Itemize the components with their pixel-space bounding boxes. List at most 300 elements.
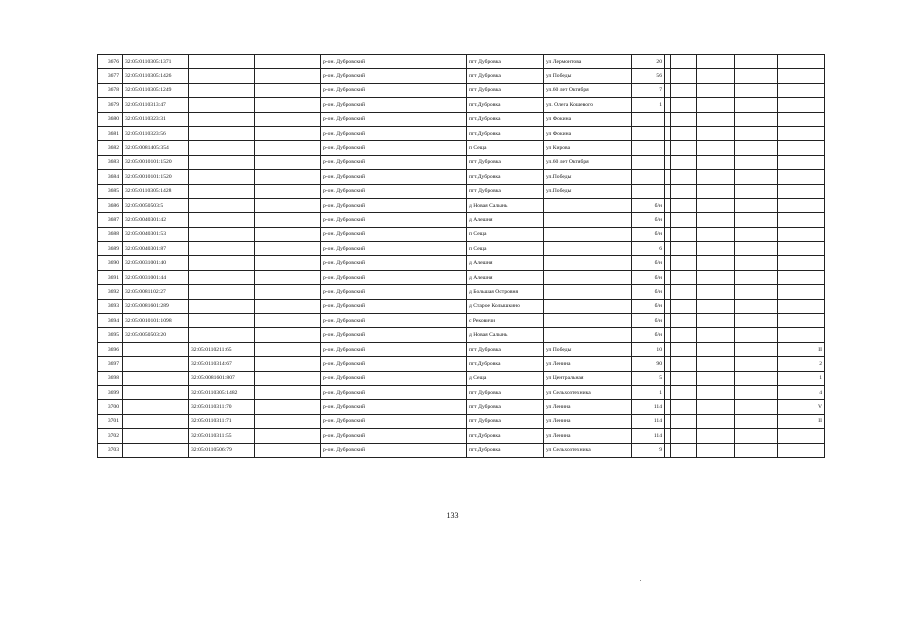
- empty-cell: [671, 371, 697, 385]
- empty-cell: [697, 227, 735, 241]
- empty-cell: [697, 98, 735, 112]
- street-cell: [544, 227, 632, 241]
- district-cell: р-он. Дубровский: [321, 342, 467, 356]
- cadastral-number-cell: [123, 385, 189, 399]
- street-cell: [544, 285, 632, 299]
- settlement-cell: п Сеща: [467, 141, 544, 155]
- empty-cell: [671, 242, 697, 256]
- cadastral-number-cell: 32:05:0040301:87: [123, 242, 189, 256]
- empty-cell: [735, 400, 778, 414]
- empty-cell: [697, 342, 735, 356]
- table-row: [98, 184, 825, 198]
- cadastral-number-cell: 32:05:0081405:354: [123, 141, 189, 155]
- empty-cell: [255, 242, 321, 256]
- house-cell: б/н: [632, 299, 665, 313]
- empty-cell: [255, 299, 321, 313]
- cadastral-number-cell: 32:05:0110305:1426: [123, 69, 189, 83]
- last-column-cell: 1: [778, 371, 825, 385]
- cadastral-number-alt-cell: [189, 184, 255, 198]
- empty-cell: [697, 314, 735, 328]
- cadastral-number-cell: [123, 371, 189, 385]
- last-column-cell: [778, 242, 825, 256]
- district-cell: р-он. Дубровский: [321, 385, 467, 399]
- district-cell: р-он. Дубровский: [321, 400, 467, 414]
- last-column-cell: [778, 213, 825, 227]
- table-row: [98, 285, 825, 299]
- table-row: [98, 213, 825, 227]
- empty-cell: [671, 98, 697, 112]
- cadastral-number-cell: [123, 342, 189, 356]
- empty-cell: [255, 155, 321, 169]
- cadastral-number-alt-cell: 32:05:0110314:67: [189, 357, 255, 371]
- settlement-cell: пгт Дубровка: [467, 184, 544, 198]
- cadastral-number-cell: 32:05:0081601:289: [123, 299, 189, 313]
- street-cell: ул Ленина: [544, 357, 632, 371]
- district-cell: р-он. Дубровский: [321, 227, 467, 241]
- cadastral-number-cell: 32:05:0110313:47: [123, 98, 189, 112]
- house-cell: б/н: [632, 213, 665, 227]
- row-number-cell: 3686: [98, 198, 123, 212]
- district-cell: р-он. Дубровский: [321, 414, 467, 428]
- cadastral-number-alt-cell: [189, 126, 255, 140]
- last-column-cell: V: [778, 400, 825, 414]
- empty-cell: [735, 328, 778, 342]
- table-row: [98, 371, 825, 385]
- house-cell: 114: [632, 414, 665, 428]
- empty-cell: [671, 213, 697, 227]
- settlement-cell: пгт Дубровка: [467, 342, 544, 356]
- empty-cell: [697, 69, 735, 83]
- house-cell: 56: [632, 69, 665, 83]
- empty-cell: [255, 256, 321, 270]
- empty-cell: [735, 256, 778, 270]
- settlement-cell: п Сеща: [467, 227, 544, 241]
- last-column-cell: [778, 141, 825, 155]
- settlement-cell: д Старое Колышкино: [467, 299, 544, 313]
- district-cell: р-он. Дубровский: [321, 141, 467, 155]
- cadastral-number-cell: 32:05:0050503:20: [123, 328, 189, 342]
- settlement-cell: пгт.Дубровка: [467, 112, 544, 126]
- cadastral-number-cell: [123, 414, 189, 428]
- cadastral-number-cell: 32:05:0050503:5: [123, 198, 189, 212]
- district-cell: р-он. Дубровский: [321, 170, 467, 184]
- empty-cell: [735, 227, 778, 241]
- table-row: [98, 55, 825, 69]
- empty-cell: [671, 328, 697, 342]
- street-cell: ул Фокина: [544, 112, 632, 126]
- empty-cell: [735, 270, 778, 284]
- empty-cell: [735, 170, 778, 184]
- empty-cell: [735, 299, 778, 313]
- last-column-cell: [778, 314, 825, 328]
- cadastral-number-alt-cell: [189, 242, 255, 256]
- last-column-cell: [778, 184, 825, 198]
- row-number-cell: 3699: [98, 385, 123, 399]
- empty-cell: [697, 270, 735, 284]
- house-cell: б/н: [632, 328, 665, 342]
- empty-cell: [255, 342, 321, 356]
- cadastral-number-alt-cell: [189, 170, 255, 184]
- empty-cell: [671, 198, 697, 212]
- district-cell: р-он. Дубровский: [321, 314, 467, 328]
- district-cell: р-он. Дубровский: [321, 184, 467, 198]
- street-cell: ул Лермонтова: [544, 55, 632, 69]
- row-number-cell: 3687: [98, 213, 123, 227]
- row-number-cell: 3690: [98, 256, 123, 270]
- cadastral-number-cell: 32:05:0110305:1371: [123, 55, 189, 69]
- empty-cell: [735, 285, 778, 299]
- street-cell: ул.Победы: [544, 170, 632, 184]
- settlement-cell: д Новая Салынь: [467, 198, 544, 212]
- house-cell: 10: [632, 342, 665, 356]
- row-number-cell: 3691: [98, 270, 123, 284]
- table-row: [98, 170, 825, 184]
- empty-cell: [255, 328, 321, 342]
- row-number-cell: 3693: [98, 299, 123, 313]
- cadastral-number-alt-cell: 32:05:0110305:1482: [189, 385, 255, 399]
- settlement-cell: пгт Дубровка: [467, 385, 544, 399]
- empty-cell: [671, 155, 697, 169]
- last-column-cell: [778, 270, 825, 284]
- cadastral-number-cell: [123, 400, 189, 414]
- empty-cell: [697, 256, 735, 270]
- empty-cell: [697, 357, 735, 371]
- cadastral-number-cell: 32:05:0010101:1098: [123, 314, 189, 328]
- street-cell: ул Центральная: [544, 371, 632, 385]
- settlement-cell: пгт.Дубровка: [467, 126, 544, 140]
- table-row: [98, 270, 825, 284]
- row-number-cell: 3694: [98, 314, 123, 328]
- cadastral-number-alt-cell: [189, 55, 255, 69]
- register-body: [98, 55, 825, 458]
- empty-cell: [255, 83, 321, 97]
- settlement-cell: д Сеща: [467, 371, 544, 385]
- row-number-cell: 3680: [98, 112, 123, 126]
- last-column-cell: [778, 170, 825, 184]
- cadastral-number-cell: 32:05:0110323:56: [123, 126, 189, 140]
- cadastral-number-alt-cell: [189, 155, 255, 169]
- house-cell: [632, 155, 665, 169]
- empty-cell: [697, 126, 735, 140]
- empty-cell: [697, 385, 735, 399]
- empty-cell: [671, 141, 697, 155]
- house-cell: [632, 170, 665, 184]
- district-cell: р-он. Дубровский: [321, 328, 467, 342]
- table-row: [98, 342, 825, 356]
- row-number-cell: 3677: [98, 69, 123, 83]
- house-cell: [632, 141, 665, 155]
- street-cell: ул Ленина: [544, 400, 632, 414]
- cadastral-number-alt-cell: [189, 213, 255, 227]
- settlement-cell: пгт Дубровка: [467, 83, 544, 97]
- street-cell: ул. Олега Кошевого: [544, 98, 632, 112]
- house-cell: б/н: [632, 314, 665, 328]
- street-cell: ул Сельхозтехника: [544, 443, 632, 457]
- row-number-cell: 3697: [98, 357, 123, 371]
- street-cell: [544, 256, 632, 270]
- settlement-cell: д Алешня: [467, 270, 544, 284]
- empty-cell: [697, 83, 735, 97]
- empty-cell: [735, 55, 778, 69]
- empty-cell: [735, 242, 778, 256]
- cadastral-number-alt-cell: [189, 227, 255, 241]
- last-column-cell: [778, 55, 825, 69]
- street-cell: ул Победы: [544, 69, 632, 83]
- cadastral-number-alt-cell: [189, 69, 255, 83]
- last-column-cell: [778, 69, 825, 83]
- row-number-cell: 3683: [98, 155, 123, 169]
- settlement-cell: пгт.Дубровка: [467, 443, 544, 457]
- cadastral-number-alt-cell: 32:05:0110311:71: [189, 414, 255, 428]
- table-row: [98, 443, 825, 457]
- table-row: [98, 126, 825, 140]
- row-number-cell: 3676: [98, 55, 123, 69]
- empty-cell: [255, 170, 321, 184]
- empty-cell: [255, 429, 321, 443]
- table-row: [98, 83, 825, 97]
- house-cell: б/н: [632, 256, 665, 270]
- page-number: 133: [446, 511, 459, 520]
- settlement-cell: пгт Дубровка: [467, 155, 544, 169]
- last-column-cell: [778, 126, 825, 140]
- empty-cell: [255, 213, 321, 227]
- house-cell: 5: [632, 371, 665, 385]
- empty-cell: [255, 98, 321, 112]
- settlement-cell: пгт Дубровка: [467, 414, 544, 428]
- empty-cell: [697, 141, 735, 155]
- house-cell: 6: [632, 242, 665, 256]
- cadastral-number-alt-cell: [189, 285, 255, 299]
- settlement-cell: пгт Дубровка: [467, 400, 544, 414]
- table-row: [98, 98, 825, 112]
- cadastral-number-alt-cell: [189, 98, 255, 112]
- scan-speck: [640, 580, 641, 581]
- cadastral-number-alt-cell: [189, 314, 255, 328]
- street-cell: [544, 198, 632, 212]
- house-cell: [632, 126, 665, 140]
- settlement-cell: пгт.Дубровка: [467, 98, 544, 112]
- empty-cell: [255, 55, 321, 69]
- house-cell: 1: [632, 98, 665, 112]
- cadastral-number-cell: 32:05:0110323:31: [123, 112, 189, 126]
- cadastral-number-cell: 32:05:0010101:1520: [123, 170, 189, 184]
- empty-cell: [255, 184, 321, 198]
- empty-cell: [255, 285, 321, 299]
- house-cell: б/н: [632, 227, 665, 241]
- empty-cell: [697, 112, 735, 126]
- empty-cell: [735, 98, 778, 112]
- empty-cell: [671, 227, 697, 241]
- empty-cell: [671, 69, 697, 83]
- empty-cell: [671, 429, 697, 443]
- last-column-cell: [778, 256, 825, 270]
- empty-cell: [255, 198, 321, 212]
- district-cell: р-он. Дубровский: [321, 270, 467, 284]
- last-column-cell: [778, 429, 825, 443]
- empty-cell: [671, 342, 697, 356]
- empty-cell: [255, 357, 321, 371]
- row-number-cell: 3688: [98, 227, 123, 241]
- empty-cell: [697, 213, 735, 227]
- empty-cell: [697, 328, 735, 342]
- empty-cell: [255, 227, 321, 241]
- empty-cell: [735, 69, 778, 83]
- empty-cell: [255, 141, 321, 155]
- last-column-cell: [778, 328, 825, 342]
- district-cell: р-он. Дубровский: [321, 83, 467, 97]
- empty-cell: [697, 155, 735, 169]
- district-cell: р-он. Дубровский: [321, 299, 467, 313]
- cadastral-number-alt-cell: [189, 112, 255, 126]
- cadastral-number-alt-cell: [189, 198, 255, 212]
- last-column-cell: [778, 299, 825, 313]
- empty-cell: [735, 414, 778, 428]
- district-cell: р-он. Дубровский: [321, 429, 467, 443]
- house-cell: 114: [632, 429, 665, 443]
- house-cell: 114: [632, 400, 665, 414]
- table-row: [98, 299, 825, 313]
- street-cell: [544, 299, 632, 313]
- empty-cell: [697, 198, 735, 212]
- street-cell: ул Фокина: [544, 126, 632, 140]
- last-column-cell: 2: [778, 357, 825, 371]
- empty-cell: [735, 83, 778, 97]
- empty-cell: [671, 443, 697, 457]
- row-number-cell: 3685: [98, 184, 123, 198]
- cadastral-number-cell: 32:05:0110305:1428: [123, 184, 189, 198]
- house-cell: 90: [632, 357, 665, 371]
- settlement-cell: д Алешня: [467, 213, 544, 227]
- last-column-cell: [778, 83, 825, 97]
- settlement-cell: д Большая Островня: [467, 285, 544, 299]
- cadastral-number-alt-cell: [189, 299, 255, 313]
- settlement-cell: пгт.Дубровка: [467, 170, 544, 184]
- empty-cell: [697, 414, 735, 428]
- cadastral-number-cell: [123, 357, 189, 371]
- cadastral-number-cell: 32:05:0110305:1249: [123, 83, 189, 97]
- district-cell: р-он. Дубровский: [321, 55, 467, 69]
- row-number-cell: 3703: [98, 443, 123, 457]
- empty-cell: [255, 371, 321, 385]
- row-number-cell: 3678: [98, 83, 123, 97]
- cadastral-number-alt-cell: [189, 270, 255, 284]
- settlement-cell: д Алешня: [467, 256, 544, 270]
- table-row: [98, 357, 825, 371]
- cadastral-number-alt-cell: [189, 141, 255, 155]
- last-column-cell: [778, 285, 825, 299]
- table-row: [98, 69, 825, 83]
- empty-cell: [255, 400, 321, 414]
- street-cell: ул Победы: [544, 342, 632, 356]
- last-column-cell: [778, 443, 825, 457]
- cadastral-number-cell: 32:05:0040301:42: [123, 213, 189, 227]
- empty-cell: [735, 126, 778, 140]
- empty-cell: [735, 141, 778, 155]
- house-cell: б/н: [632, 198, 665, 212]
- settlement-cell: пгт.Дубровка: [467, 357, 544, 371]
- empty-cell: [697, 371, 735, 385]
- cadastral-number-cell: 32:05:0031001:40: [123, 256, 189, 270]
- row-number-cell: 3700: [98, 400, 123, 414]
- empty-cell: [735, 198, 778, 212]
- cadastral-number-alt-cell: 32:05:0110311:70: [189, 400, 255, 414]
- table-row: [98, 414, 825, 428]
- house-cell: 1: [632, 385, 665, 399]
- cadastral-number-alt-cell: [189, 328, 255, 342]
- last-column-cell: [778, 227, 825, 241]
- table-row: [98, 400, 825, 414]
- street-cell: ул.60 лет Октября: [544, 155, 632, 169]
- empty-cell: [735, 385, 778, 399]
- table-row: [98, 429, 825, 443]
- empty-cell: [735, 314, 778, 328]
- empty-cell: [255, 69, 321, 83]
- empty-cell: [255, 270, 321, 284]
- empty-cell: [671, 299, 697, 313]
- district-cell: р-он. Дубровский: [321, 242, 467, 256]
- last-column-cell: [778, 198, 825, 212]
- house-cell: б/н: [632, 270, 665, 284]
- street-cell: [544, 213, 632, 227]
- empty-cell: [671, 55, 697, 69]
- table-row: [98, 314, 825, 328]
- street-cell: ул.60 лет Октября: [544, 83, 632, 97]
- register-table: [97, 54, 825, 458]
- empty-cell: [735, 155, 778, 169]
- street-cell: ул Ленина: [544, 414, 632, 428]
- settlement-cell: п Сеща: [467, 242, 544, 256]
- table-row: [98, 198, 825, 212]
- district-cell: р-он. Дубровский: [321, 357, 467, 371]
- district-cell: р-он. Дубровский: [321, 126, 467, 140]
- empty-cell: [735, 184, 778, 198]
- empty-cell: [255, 112, 321, 126]
- empty-cell: [255, 414, 321, 428]
- cadastral-number-alt-cell: 32:05:0110211:65: [189, 342, 255, 356]
- cadastral-number-alt-cell: 32:05:0110506:79: [189, 443, 255, 457]
- cadastral-number-alt-cell: 32:05:0081601:807: [189, 371, 255, 385]
- row-number-cell: 3695: [98, 328, 123, 342]
- street-cell: ул.Победы: [544, 184, 632, 198]
- empty-cell: [255, 385, 321, 399]
- table-row: [98, 227, 825, 241]
- settlement-cell: д Новая Салынь: [467, 328, 544, 342]
- house-cell: 20: [632, 55, 665, 69]
- district-cell: р-он. Дубровский: [321, 256, 467, 270]
- row-number-cell: 3682: [98, 141, 123, 155]
- empty-cell: [255, 314, 321, 328]
- empty-cell: [697, 285, 735, 299]
- row-number-cell: 3701: [98, 414, 123, 428]
- settlement-cell: с Рековичи: [467, 314, 544, 328]
- house-cell: 9: [632, 443, 665, 457]
- empty-cell: [671, 414, 697, 428]
- cadastral-number-alt-cell: [189, 83, 255, 97]
- district-cell: р-он. Дубровский: [321, 285, 467, 299]
- last-column-cell: [778, 155, 825, 169]
- empty-cell: [671, 400, 697, 414]
- empty-cell: [735, 443, 778, 457]
- settlement-cell: пгт Дубровка: [467, 69, 544, 83]
- empty-cell: [671, 83, 697, 97]
- empty-cell: [697, 299, 735, 313]
- empty-cell: [255, 126, 321, 140]
- row-number-cell: 3698: [98, 371, 123, 385]
- cadastral-number-cell: [123, 429, 189, 443]
- cadastral-number-cell: [123, 443, 189, 457]
- row-number-cell: 3681: [98, 126, 123, 140]
- row-number-cell: 3692: [98, 285, 123, 299]
